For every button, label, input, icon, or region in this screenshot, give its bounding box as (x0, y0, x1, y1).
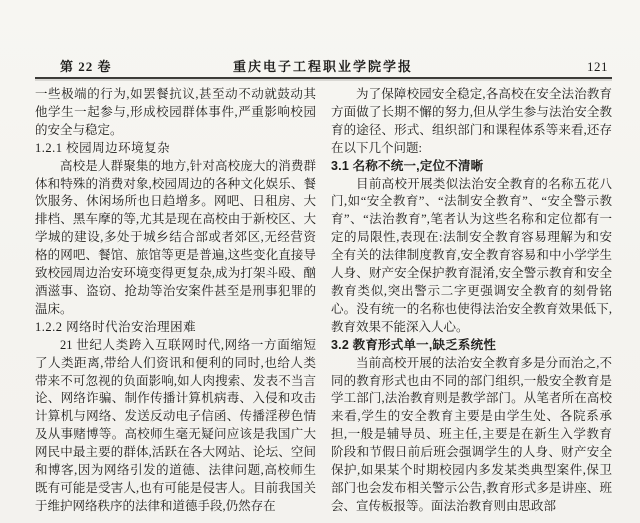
section-heading: 3.1 名称不统一,定位不清晰 (331, 158, 484, 173)
paragraph: 目前高校开展类似法治安全教育的名称五花八门,如“安全教育”、“法制安全教育”、“安全警示教育”、“法治教育”,笔者认为这些名称和定位都有一定的局限性,表现在:法制安全教育容易理解为和安全有关的法律制度教育,安全教育容易和中小学学生人身、财产安全保护教育混淆,安全警示教育和安全教育类似,突出警示二字更强调安全教育的刻骨铭心。没有统一的名称也使得法治安全教育效果低下,教育效果不能深入人心。 (331, 176, 612, 334)
page-header (36, 54, 610, 76)
paragraph: 一些极端的行为,如罢餐抗议,甚至动不动就鼓动其他学生一起参与,形成校园群体事件,严重影响校园的安全与稳定。 (35, 87, 316, 137)
journal-title: 重庆电子工程职业学院学报 (232, 59, 414, 74)
article-body (35, 86, 612, 523)
section-heading: 3.2 教育形式单一,缺乏系统性 (331, 337, 497, 352)
paragraph: 21 世纪人类跨入互联网时代,网络一方面缩短了人类距离,带给人们资讯和便利的同时,也给人类带来不可忽视的负面影响,如人肉搜索、发表不当言论、网络诈骗、制作传播计算机病毒、入侵和攻击计算机与网络、发送反动电子信函、传播淫秽色情及从事赌博等。高校师生毫无疑问应该是我国广大网民中最主要的群体,活跃在各大网站、论坛、空间和博客,因为网络引发的道德、法律问题,高校师生既有可能是受害人,也有可能是侵害人。目前我国关于维护网络秩序的法律和道德手段,仍然存在 (35, 337, 316, 513)
volume-label: 第 22 卷 (60, 59, 112, 74)
header-divider (35, 77, 612, 79)
paragraph: 为了保障校园安全稳定,各高校在安全法治教育方面做了长期不懈的努力,但从学生参与法治安全教育的途径、形式、组织部门和课程体系等来看,还存在以下几个问题: (331, 87, 612, 155)
left-column (35, 86, 316, 523)
right-column (331, 86, 612, 523)
paragraph: 高校是人群聚集的地方,针对高校庞大的消费群体和特殊的消费对象,校园周边的各种文化娱乐、餐饮服务、休闲场所也日趋增多。网吧、日租房、大排档、黑车摩的等,尤其是现在高校由于新校区、大学城的建设,多处于城乡结合部或者郊区,无经营资格的网吧、餐馆、旅馆等更是普遍,这些变化直接导致校园周边治安环境变得更复杂,成为打架斗殴、酗酒滋事、盗窃、抢劫等治安案件甚至是刑事犯罪的温床。 (35, 158, 316, 316)
paragraph: 当前高校开展的法治安全教育多是分而治之,不同的教育形式也由不同的部门组织,一般安全教育是学工部门,法治教育则是教学部门。从笔者所在高校来看,学生的安全教育主要是由学生处、各院系承担,一般是辅导员、班主任,主要是在新生入学教育阶段和节假日前后班会强调学生的人身、财产安全保护,如果某个时期校园内多发某类典型案件,保卫部门也会发布相关警示公告,教育形式多是讲座、班会、宣传板报等。面法治教育则由思政部 (331, 355, 612, 513)
section-heading: 1.2.1 校园周边环境复杂 (35, 140, 171, 155)
page-number: 121 (587, 59, 608, 74)
section-heading: 1.2.2 网络时代治安治理困难 (35, 319, 197, 334)
